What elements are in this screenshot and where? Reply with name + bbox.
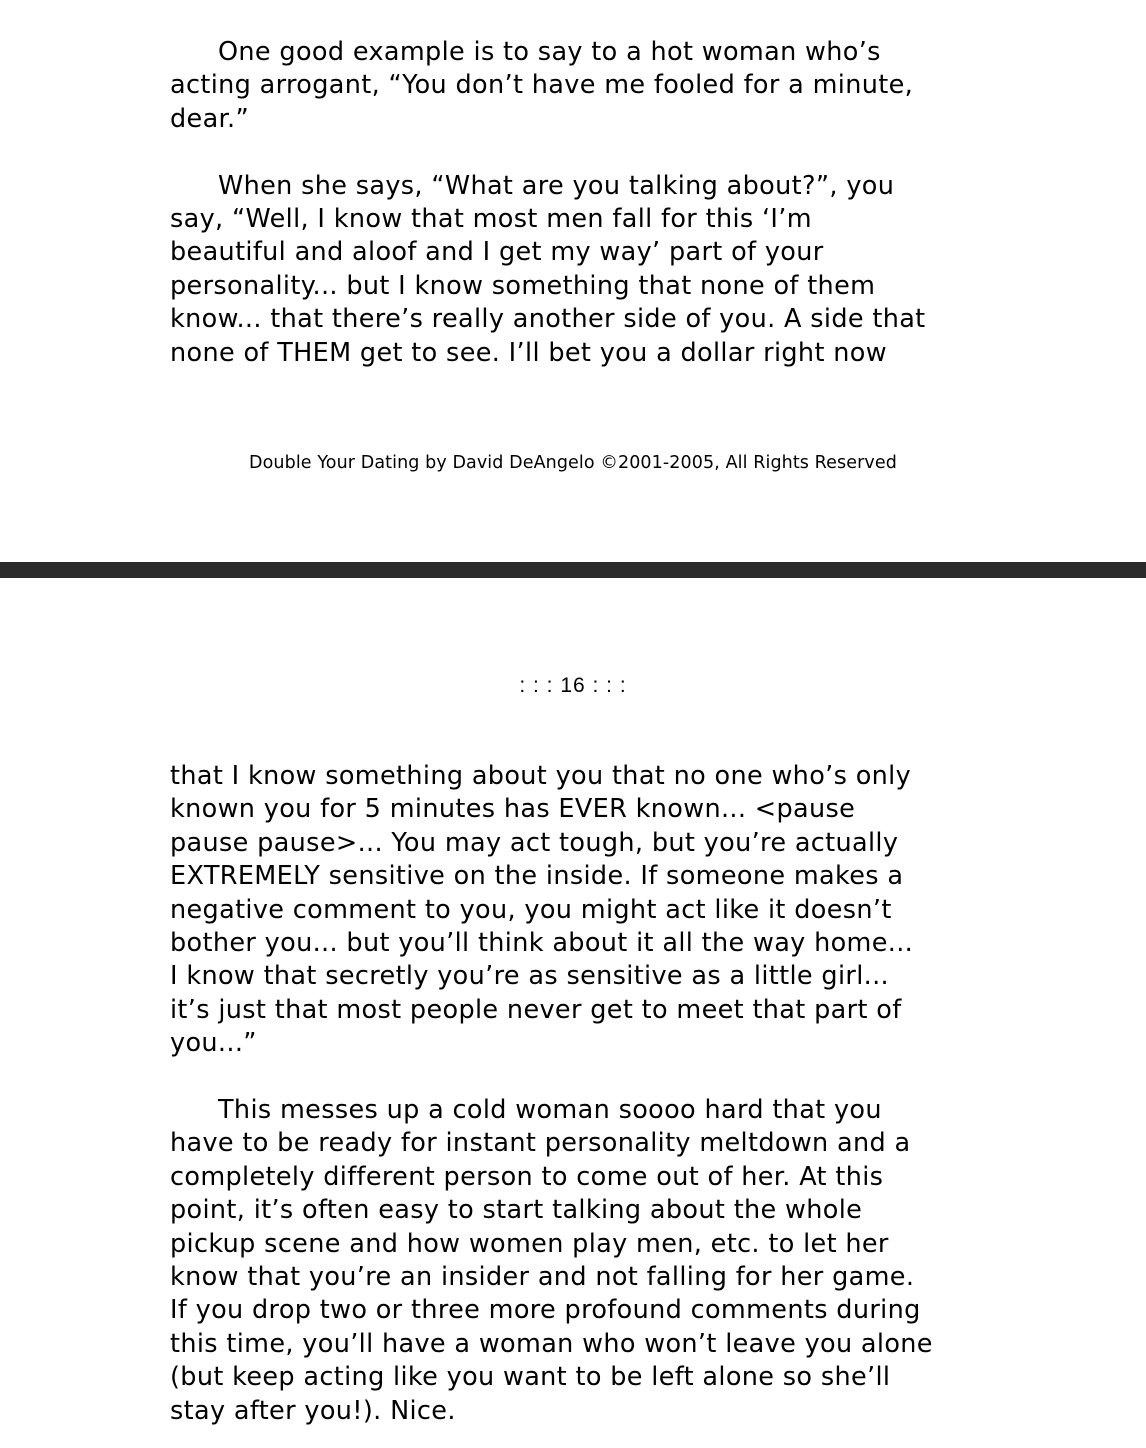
page-bottom [0, 578, 1146, 1448]
paragraph-spacer [170, 136, 990, 169]
page-divider [0, 562, 1146, 578]
page-footer: Double Your Dating by David DeAngelo ©2001-2005, All Rights Reserved [249, 453, 897, 473]
page-top [0, 0, 1146, 562]
paragraph-dialogue: When she says, “What are you talking about?”, you say, “Well, I know that most men fall for this ‘I’m beautiful and aloof and I get my way’ part of your personality... but I know something that none of them know... that there’s really another side of you. A side that none of THEM get to see. I’ll bet you a dollar right now [170, 170, 926, 368]
paragraph-result: This messes up a cold woman soooo hard that you have to be ready for instant personality meltdown and a completely different person to come out of her. At this point, it’s often easy to start talking about the whole pickup scene and how women play men, etc. to let her know that you’re an insider and not falling for her game. If you drop two or three more profound comments during this time, you’ll have a woman who won’t leave you alone (but keep acting like you want to be left alone so she’ll stay after you!). Nice. [170, 1095, 933, 1426]
top-page-text [170, 36, 990, 370]
paragraph-example: One good example is to say to a hot woman who’s acting arrogant, “You don’t have me fooled for a minute, dear.” [170, 37, 914, 134]
page-number: : : : 16 : : : [519, 674, 627, 697]
paragraph-continuation: that I know something about you that no one who’s only known you for 5 minutes has EVER known... <pause pause pause>... You may act tough, but you’re actually EXTREMELY sensitive on the inside. If someone makes a negative comment to you, you might act like it doesn’t bother you... but you’ll think about it all the way home... I know that secretly you’re as sensitive as a little girl... it’s just that most people never get to meet that part of you...” [170, 761, 914, 1059]
bottom-page-text [170, 760, 990, 1428]
paragraph-spacer [170, 1061, 990, 1094]
